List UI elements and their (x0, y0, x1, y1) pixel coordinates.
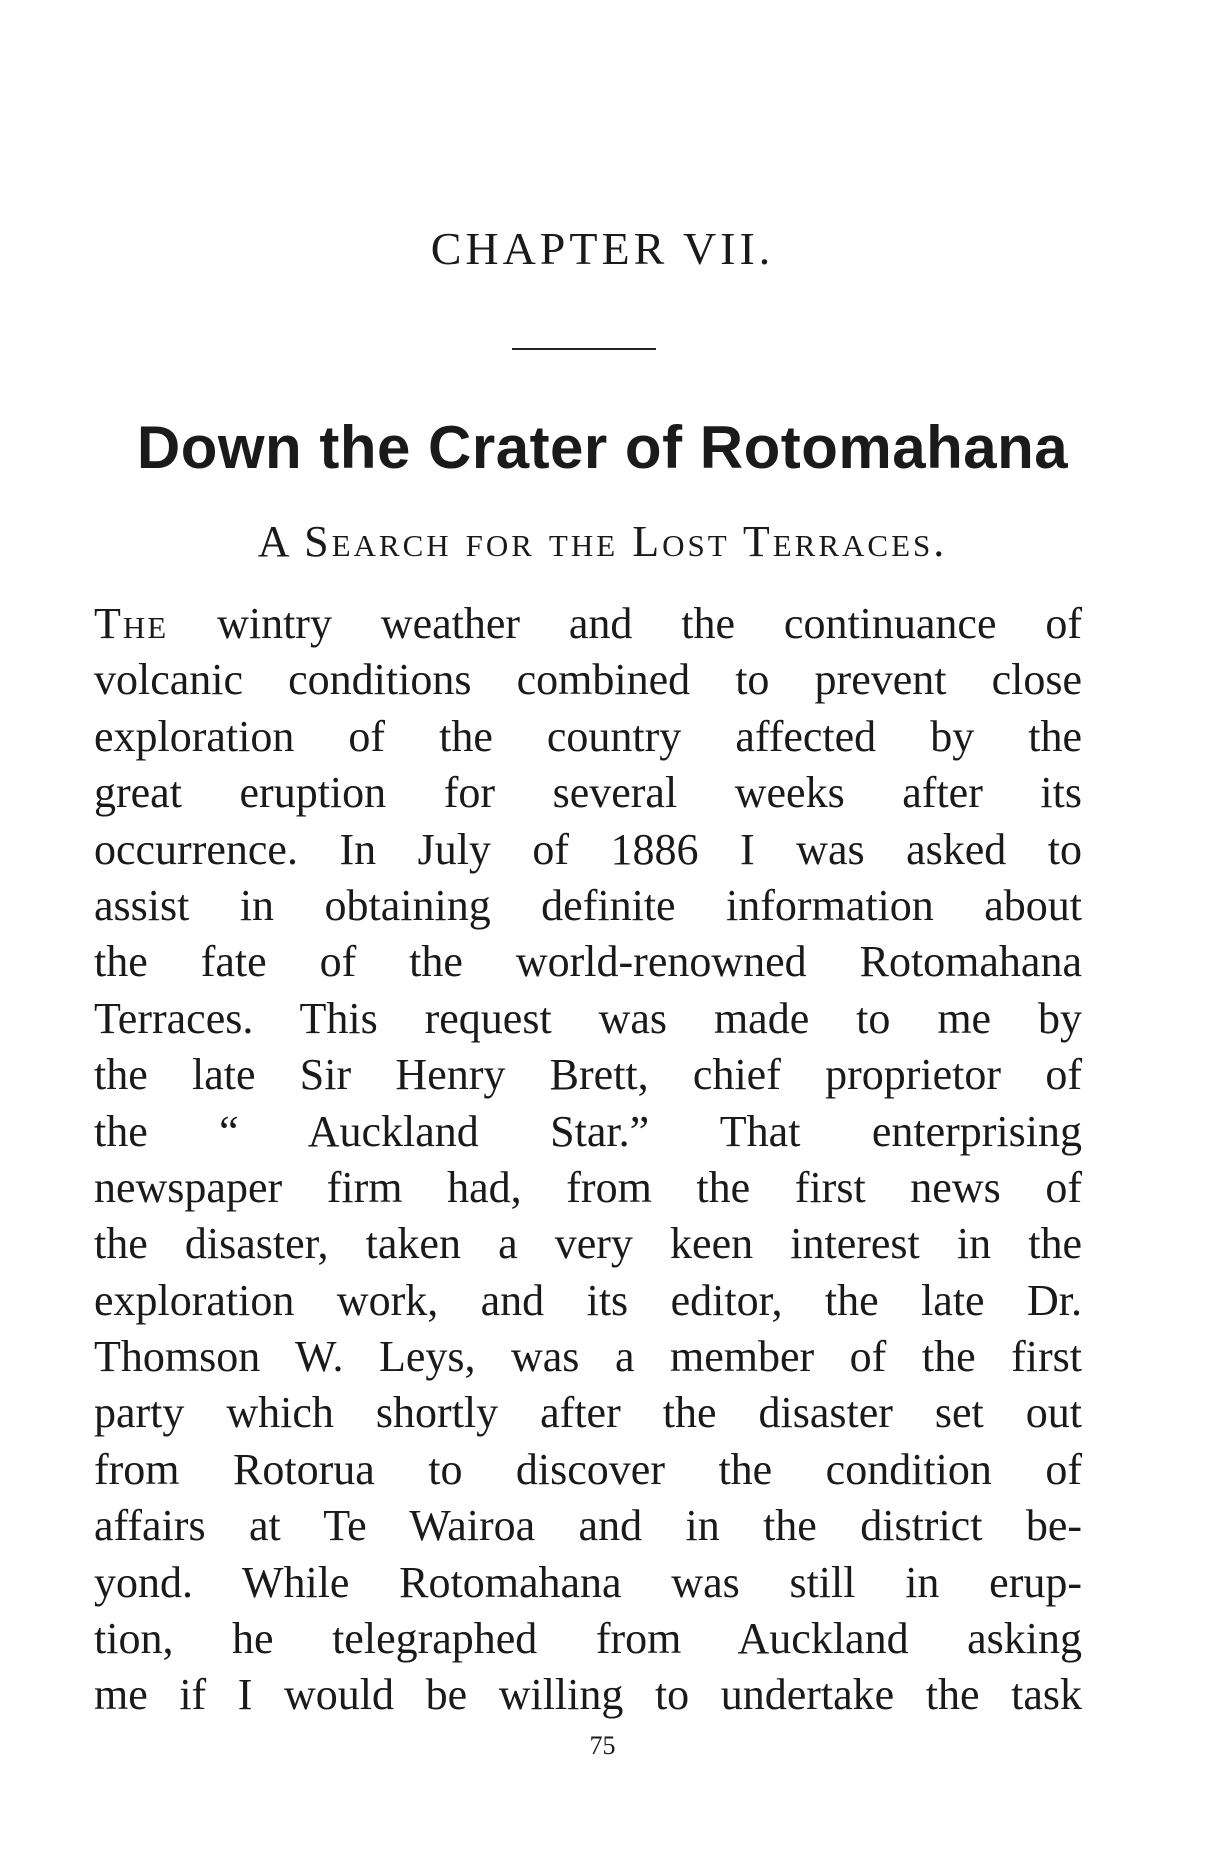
body-line: party which shortly after the disaster set out (94, 1388, 1082, 1438)
body-line: the late Sir Henry Brett, chief proprietor of (94, 1050, 1082, 1100)
chapter-title: Down the Crater of Rotomahana (136, 414, 1069, 481)
body-line: exploration of the country affected by the (94, 711, 1082, 761)
body-line: me if I would be willing to undertake the task (94, 1670, 1082, 1720)
first-word: The (94, 599, 169, 648)
body-line: the disaster, taken a very keen interest in the (94, 1219, 1082, 1269)
body-paragraph (94, 596, 1082, 1724)
divider-rule (512, 348, 656, 350)
chapter-heading: CHAPTER VII. (430, 223, 775, 274)
body-line: Terraces. This request was made to me by (94, 993, 1082, 1043)
body-line: great eruption for several weeks after its (94, 768, 1082, 818)
body-line: tion, he telegraphed from Auckland asking (94, 1614, 1082, 1664)
body-line: occurrence. In July of 1886 I was asked to (94, 824, 1082, 874)
body-line: the “ Auckland Star.” That enterprising (94, 1106, 1082, 1156)
body-line: The wintry weather and the continuance of (94, 599, 1082, 648)
body-line: yond. While Rotomahana was still in erup- (94, 1557, 1082, 1607)
page-number: 75 (589, 1731, 616, 1760)
body-line: from Rotorua to discover the condition of (94, 1444, 1082, 1494)
body-line: newspaper firm had, from the first news of (94, 1162, 1082, 1212)
chapter-subtitle: A Search for the Lost Terraces. (257, 517, 948, 566)
body-line: exploration work, and its editor, the late Dr. (94, 1275, 1082, 1325)
body-line: Thomson W. Leys, was a member of the first (94, 1332, 1082, 1382)
body-line: the fate of the world-renowned Rotomahana (94, 937, 1082, 987)
body-line: assist in obtaining definite information about (94, 880, 1082, 930)
body-line: volcanic conditions combined to prevent close (94, 655, 1082, 705)
body-line: affairs at Te Wairoa and in the district be- (94, 1501, 1082, 1551)
